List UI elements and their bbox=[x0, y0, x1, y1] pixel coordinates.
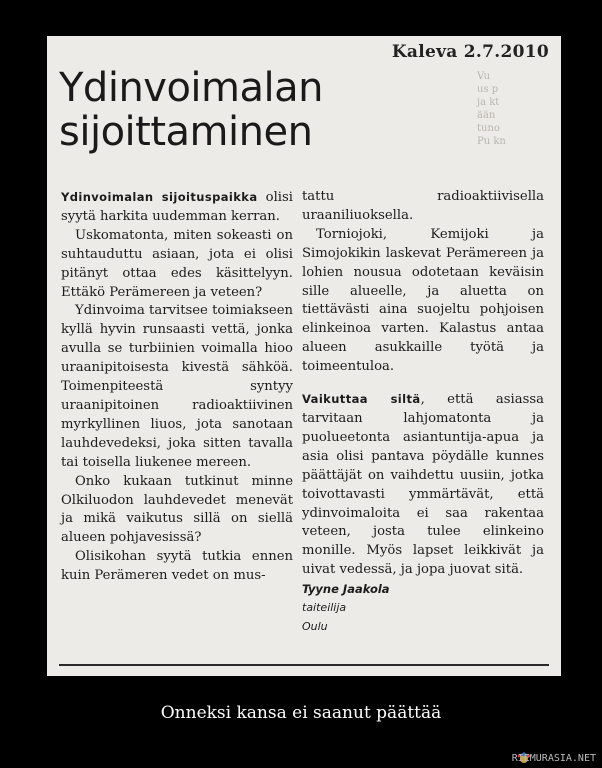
signature-name: Tyyne Jaakola bbox=[302, 582, 390, 597]
newspaper-clipping bbox=[47, 36, 561, 676]
signature-title: taiteilija bbox=[302, 601, 347, 615]
bottom-rule bbox=[59, 664, 549, 666]
bleed-through-text: Vu us p ja kt ään tuno Pu kn bbox=[477, 71, 506, 147]
paragraph: Ydinvoimalan sijoituspaikka olisi syytä harkita uudemman kerran. bbox=[61, 190, 293, 224]
paragraph: tattu radioaktiivisella uraaniliuoksella. bbox=[302, 189, 544, 223]
headline-line-2: sijoittaminen bbox=[59, 109, 313, 155]
source-date: Kaleva 2.7.2010 bbox=[391, 42, 549, 62]
paragraph: Onko kukaan tutkinut minne Olkiluodon lauhdevedet menevät ja mikä vaikutus sillä on siellä alueen pohjavesissä? bbox=[61, 473, 293, 546]
paragraph: Torniojoki, Kemijoki ja Simojokikin laskevat Perämereen ja lohien nousua odotetaan keväisin sille alueelle, ja aluetta on tiettävästi aina suojeltu pohjoisen elinkeinoa varten. Kalastus antaa alueen asukkaille työtä ja toimeentuloa. bbox=[302, 226, 544, 375]
poster-caption: Onneksi kansa ei saanut päättää bbox=[160, 703, 442, 723]
left-column bbox=[61, 188, 293, 586]
paragraph: Uskomatonta, miten sokeasti on suhtauduttu asiaan, jota ei olisi pitänyt ottaa edes käsittelyyn. Ettäkö Perämereen ja veteen? bbox=[61, 227, 293, 300]
signature-city: Oulu bbox=[302, 619, 328, 633]
site-watermark[interactable]: RIEMURASIA.NET bbox=[511, 753, 596, 764]
right-column bbox=[302, 188, 544, 637]
lead-in: Ydinvoimalan sijoituspaikka bbox=[61, 190, 258, 204]
paragraph: Vaikuttaa siltä, että asiassa tarvitaan lahjomatonta ja puolueetonta asiantuntija-apua ja asia olisi pantava pöydälle kunnes päättäjät on vaihdettu uusiin, jotka toivottavasti ymmärtävät, että ydinvoimaloita ei saa rakentaa veteen, josta tulee elinkeino monille. Myös lapset leikkivät ja uivat vedessä, ja jopa juovat sitä. bbox=[302, 392, 544, 578]
headline-line-1: Ydinvoimalan bbox=[59, 65, 323, 111]
headline bbox=[59, 66, 479, 154]
paragraph: Olisikohan syytä tutkia ennen kuin Perämeren vedet on mus- bbox=[61, 549, 293, 584]
lead-in: Vaikuttaa siltä bbox=[302, 392, 421, 407]
paragraph: Ydinvoima tarvitsee toimiakseen kyllä hyvin runsaasti vettä, jonka avulla se turbiinien voimalla hioo uraanipitoisesta kivestä sähköä. Toimenpiteestä syntyy uraanipitoinen radioaktiivinen myrkyllinen liuos, jota sanotaan lauhdevedeksi, joka sitten tavalla tai toisella liukenee mereen. bbox=[61, 303, 293, 470]
